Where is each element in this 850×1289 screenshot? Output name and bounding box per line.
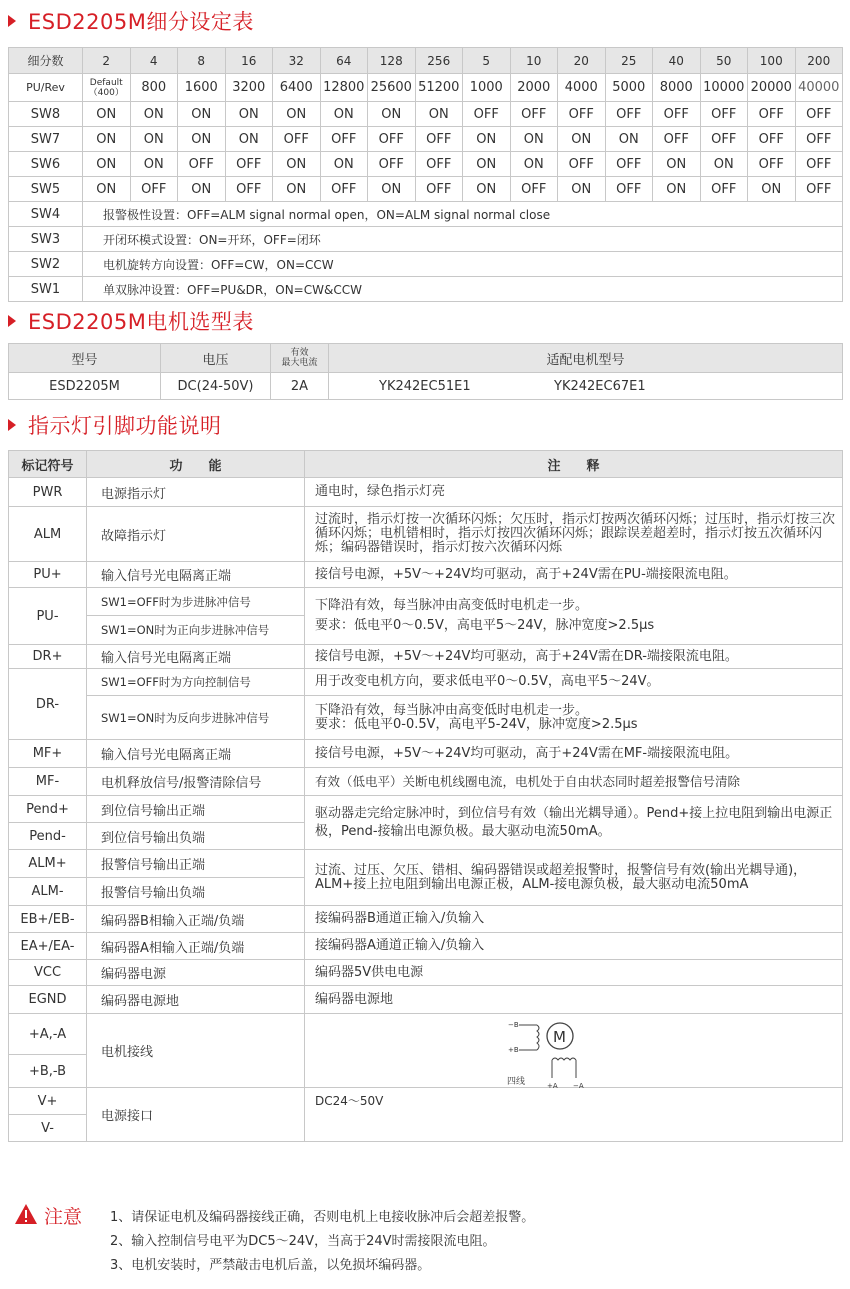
motor-selection-table <box>8 343 843 400</box>
switch-state: ON <box>130 102 178 127</box>
notice-item: 2、输入控制信号电平为DC5～24V，当高于24V时需接限流电阻。 <box>110 1234 496 1249</box>
switch-state: ON <box>368 177 416 202</box>
pin-note-line: 要求：低电平0～0.5V，高电平5～24V，脉冲宽度>2.5μs <box>315 618 655 633</box>
pulse-value: 2000 <box>510 74 558 102</box>
switch-state: OFF <box>700 102 748 127</box>
diagram-label-minus-b: −B <box>508 1021 519 1029</box>
pin-function: 电机接线 <box>87 1014 305 1088</box>
header-current-top: 有效 <box>290 348 309 358</box>
pin-note-line: 下降沿有效，每当脉冲由高变低时电机走一步。 <box>315 598 589 613</box>
switch-state: OFF <box>558 102 606 127</box>
pin-note: 通电时，绿色指示灯亮 <box>305 478 843 507</box>
pulse-value: 8000 <box>653 74 701 102</box>
pin-symbol: PWR <box>9 478 87 507</box>
switch-state: ON <box>415 102 463 127</box>
header-symbol: 标记符号 <box>9 451 87 478</box>
switch-state: OFF <box>178 152 226 177</box>
switch-state: OFF <box>700 177 748 202</box>
pin-note: 用于改变电机方向，要求低电平0～0.5V，高电平5～24V。 <box>305 669 843 696</box>
pin-note: 编码器电源地 <box>305 986 843 1014</box>
pin-note: 过流、过压、欠压、错相、编码器错误或超差报警时，报警信号有效(输出光耦导通)，ALM+接上拉电阻到输出电源正极，ALM-接电源负极，最大驱动电流50mA <box>305 850 843 906</box>
pin-symbol: Pend+ <box>9 796 87 823</box>
microstep-value: 100 <box>748 48 796 74</box>
switch-name: SW4 <box>9 202 83 227</box>
microstep-table <box>8 47 843 302</box>
pin-symbol: EGND <box>9 986 87 1014</box>
pin-symbol: PU- <box>9 588 87 645</box>
pin-function: 输入信号光电隔离正端 <box>87 562 305 588</box>
switch-state: ON <box>700 152 748 177</box>
pin-symbol: ALM <box>9 507 87 562</box>
pin-function: 输入信号光电隔离正端 <box>87 740 305 768</box>
switch-state: ON <box>463 127 511 152</box>
pin-note: 接信号电源，+5V～+24V均可驱动，高于+24V需在PU-端接限流电阻。 <box>305 562 843 588</box>
pin-function: SW1=ON时为正向步进脉冲信号 <box>87 616 305 645</box>
pin-function: SW1=OFF时为步进脉冲信号 <box>87 588 305 616</box>
notice-item: 3、电机安装时，严禁敲击电机后盖，以免损坏编码器。 <box>110 1258 431 1273</box>
microstep-value: 40 <box>653 48 701 74</box>
pin-function: 电源接口 <box>87 1088 305 1142</box>
pulse-row <box>9 74 843 102</box>
switch-state: ON <box>83 127 131 152</box>
pin-note: 接信号电源，+5V～+24V均可驱动，高于+24V需在DR-端接限流电阻。 <box>305 645 843 669</box>
switch-state: ON <box>368 102 416 127</box>
motor-model-2: YK242EC67E1 <box>554 378 646 394</box>
switch-state: OFF <box>415 177 463 202</box>
pin-function: 电机释放信号/报警清除信号 <box>87 768 305 796</box>
header-current-bottom: 最大电流 <box>281 358 318 368</box>
switch-state: ON <box>463 152 511 177</box>
pin-note: 接编码器A通道正输入/负输入 <box>305 933 843 960</box>
header-voltage: 电压 <box>161 344 271 373</box>
pin-function: 编码器电源地 <box>87 986 305 1014</box>
pulse-value: 6400 <box>273 74 321 102</box>
pin-section-title <box>8 410 222 440</box>
pulse-value: 40000 <box>795 74 843 102</box>
switch-option-row <box>9 227 843 252</box>
pin-note: 接编码器B通道正输入/负输入 <box>305 906 843 933</box>
switch-state: ON <box>273 102 321 127</box>
switch-option-text: 开闭环模式设置：ON=开环，OFF=闭环 <box>83 227 843 252</box>
pin-note: 编码器5V供电电源 <box>305 960 843 986</box>
pulse-value: 25600 <box>368 74 416 102</box>
motor-letter: M <box>553 1028 566 1046</box>
switch-name: SW7 <box>9 127 83 152</box>
switch-state: OFF <box>368 127 416 152</box>
diagram-label-minus-a: −A <box>573 1082 584 1090</box>
switch-state: OFF <box>795 127 843 152</box>
switch-state: OFF <box>415 152 463 177</box>
switch-name: SW1 <box>9 277 83 302</box>
switch-state: OFF <box>795 177 843 202</box>
switch-state: OFF <box>225 177 273 202</box>
pulse-value: 12800 <box>320 74 368 102</box>
switch-name: SW6 <box>9 152 83 177</box>
pin-function: 编码器B相输入正端/负端 <box>87 906 305 933</box>
triangle-bullet-icon <box>8 419 16 431</box>
pin-function: 编码器A相输入正端/负端 <box>87 933 305 960</box>
pin-note: 过流时，指示灯按一次循环闪烁；欠压时，指示灯按两次循环闪烁；过压时，指示灯按三次循环闪烁；电机错相时，指示灯按四次循环闪烁；跟踪误差超差时，指示灯按五次循环闪烁；编码器错误时，指示灯按六次循环闪烁 <box>305 507 843 562</box>
pin-symbol: MF- <box>9 768 87 796</box>
microstep-value: 8 <box>178 48 226 74</box>
pin-symbol: ALM+ <box>9 850 87 878</box>
microstep-value: 4 <box>130 48 178 74</box>
motor-section-title <box>8 306 254 336</box>
switch-state: ON <box>558 127 606 152</box>
microstep-value: 32 <box>273 48 321 74</box>
diagram-label-plus-a: +A <box>547 1082 558 1090</box>
switch-state: OFF <box>748 102 796 127</box>
switch-state: ON <box>748 177 796 202</box>
header-function: 功 能 <box>87 451 305 478</box>
pin-symbol: EB+/EB- <box>9 906 87 933</box>
pin-symbol: +B,-B <box>9 1055 87 1088</box>
switch-option-text: 电机旋转方向设置：OFF=CW，ON=CCW <box>83 252 843 277</box>
pin-note-line: 要求：低电平0-0.5V，高电平5-24V，脉冲宽度>2.5μs <box>315 716 638 732</box>
row-label: 细分数 <box>9 48 83 74</box>
pin-note: 有效（低电平）关断电机线圈电流，电机处于自由状态同时超差报警信号清除 <box>305 768 843 796</box>
switch-row <box>9 152 843 177</box>
switch-state: ON <box>130 152 178 177</box>
pin-symbol: V+ <box>9 1088 87 1115</box>
pin-function: SW1=OFF时为方向控制信号 <box>87 669 305 696</box>
switch-option-row <box>9 202 843 227</box>
motor-wiring-diagram-cell <box>305 1014 843 1088</box>
switch-state: ON <box>605 127 653 152</box>
pin-symbol: VCC <box>9 960 87 986</box>
pin-symbol: ALM- <box>9 878 87 906</box>
switch-state: ON <box>653 152 701 177</box>
switch-state: OFF <box>510 102 558 127</box>
pulse-default-bottom: （400） <box>88 87 124 98</box>
microstep-value: 256 <box>415 48 463 74</box>
pin-function-table <box>8 450 843 1142</box>
pulse-default <box>83 74 131 102</box>
switch-name: SW5 <box>9 177 83 202</box>
switch-state: OFF <box>320 127 368 152</box>
switch-option-row <box>9 252 843 277</box>
switch-state: ON <box>83 152 131 177</box>
switch-state: ON <box>653 177 701 202</box>
switch-state: OFF <box>273 127 321 152</box>
switch-state: OFF <box>653 102 701 127</box>
switch-row <box>9 127 843 152</box>
switch-state: OFF <box>748 152 796 177</box>
switch-row <box>9 102 843 127</box>
motors-cell <box>329 373 843 400</box>
pulse-value: 3200 <box>225 74 273 102</box>
switch-state: ON <box>510 127 558 152</box>
row-label: PU/Rev <box>9 74 83 102</box>
pin-function: 到位信号输出正端 <box>87 796 305 823</box>
switch-state: ON <box>225 102 273 127</box>
switch-state: OFF <box>225 152 273 177</box>
switch-state: ON <box>225 127 273 152</box>
switch-state: OFF <box>320 177 368 202</box>
pin-function: 电源指示灯 <box>87 478 305 507</box>
triangle-bullet-icon <box>8 315 16 327</box>
switch-state: OFF <box>605 102 653 127</box>
switch-option-text: 单双脉冲设置：OFF=PU&DR，ON=CW&CCW <box>83 277 843 302</box>
switch-state: ON <box>320 102 368 127</box>
pin-symbol: DR+ <box>9 645 87 669</box>
switch-state: OFF <box>510 177 558 202</box>
switch-state: ON <box>83 102 131 127</box>
microstep-value: 2 <box>83 48 131 74</box>
pin-note <box>305 588 843 645</box>
switch-state: OFF <box>795 152 843 177</box>
switch-state: ON <box>320 152 368 177</box>
pin-function: 编码器电源 <box>87 960 305 986</box>
switch-state: ON <box>178 102 226 127</box>
diagram-label-four-wire: 四线 <box>507 1077 526 1087</box>
pin-function: 故障指示灯 <box>87 507 305 562</box>
microstep-value: 25 <box>605 48 653 74</box>
pulse-value: 1000 <box>463 74 511 102</box>
switch-state: OFF <box>558 152 606 177</box>
switch-state: OFF <box>415 127 463 152</box>
microstep-value: 64 <box>320 48 368 74</box>
pulse-value: 5000 <box>605 74 653 102</box>
pin-function: 到位信号输出负端 <box>87 823 305 850</box>
pulse-value: 10000 <box>700 74 748 102</box>
switch-state: ON <box>178 127 226 152</box>
switch-state: ON <box>463 177 511 202</box>
pin-function: SW1=ON时为反向步进脉冲信号 <box>87 696 305 740</box>
switch-state: OFF <box>605 152 653 177</box>
switch-state: OFF <box>748 127 796 152</box>
pin-symbol: +A,-A <box>9 1014 87 1055</box>
warning-icon <box>14 1203 38 1225</box>
triangle-bullet-icon <box>8 15 16 27</box>
switch-state: ON <box>83 177 131 202</box>
section-title-text: ESD2205M细分设定表 <box>28 10 254 34</box>
coil-a-icon <box>552 1058 576 1078</box>
pin-function: 输入信号光电隔离正端 <box>87 645 305 669</box>
header-motors: 适配电机型号 <box>329 344 843 373</box>
switch-state: OFF <box>463 102 511 127</box>
header-model: 型号 <box>9 344 161 373</box>
pulse-value: 4000 <box>558 74 606 102</box>
switch-state: OFF <box>368 152 416 177</box>
switch-state: ON <box>178 177 226 202</box>
switch-state: ON <box>273 177 321 202</box>
switch-state: ON <box>558 177 606 202</box>
microstep-value: 200 <box>795 48 843 74</box>
motor-wiring-diagram <box>505 1018 625 1092</box>
switch-state: OFF <box>653 127 701 152</box>
switch-option-text: 报警极性设置：OFF=ALM signal normal open，ON=ALM signal normal close <box>83 202 843 227</box>
microstep-value: 50 <box>700 48 748 74</box>
pin-symbol: PU+ <box>9 562 87 588</box>
pin-function: 报警信号输出负端 <box>87 878 305 906</box>
current-cell: 2A <box>271 373 329 400</box>
switch-state: OFF <box>795 102 843 127</box>
pin-symbol: EA+/EA- <box>9 933 87 960</box>
microstep-value: 5 <box>463 48 511 74</box>
pin-symbol: MF+ <box>9 740 87 768</box>
microstep-value: 10 <box>510 48 558 74</box>
section-title-text: 指示灯引脚功能说明 <box>28 414 222 438</box>
coil-b-icon <box>519 1025 539 1050</box>
pin-function: 报警信号输出正端 <box>87 850 305 878</box>
microstep-value: 16 <box>225 48 273 74</box>
pin-note-line: 下降沿有效，每当脉冲由高变低时电机走一步。 <box>315 702 589 718</box>
switch-state: ON <box>510 152 558 177</box>
section-title-text: ESD2205M电机选型表 <box>28 310 254 334</box>
diagram-label-plus-b: +B <box>508 1046 519 1054</box>
switch-state: ON <box>130 127 178 152</box>
pin-symbol: Pend- <box>9 823 87 850</box>
model-cell: ESD2205M <box>9 373 161 400</box>
switch-state: ON <box>273 152 321 177</box>
pulse-value: 51200 <box>415 74 463 102</box>
switch-state: OFF <box>700 127 748 152</box>
pin-note: DC24～50V <box>305 1088 843 1142</box>
microstep-value: 128 <box>368 48 416 74</box>
switch-option-row <box>9 277 843 302</box>
microstep-header-row <box>9 48 843 74</box>
microstep-section-title <box>8 6 254 36</box>
microstep-value: 20 <box>558 48 606 74</box>
switch-name: SW2 <box>9 252 83 277</box>
notice-list <box>110 1206 534 1278</box>
pin-note: 接信号电源，+5V～+24V均可驱动，高于+24V需在MF-端接限流电阻。 <box>305 740 843 768</box>
pin-symbol: V- <box>9 1115 87 1142</box>
switch-state: OFF <box>130 177 178 202</box>
notice-item: 1、请保证电机及编码器接线正确，否则电机上电接收脉冲后会超差报警。 <box>110 1210 535 1225</box>
switch-name: SW3 <box>9 227 83 252</box>
switch-name: SW8 <box>9 102 83 127</box>
pulse-value: 1600 <box>178 74 226 102</box>
switch-row <box>9 177 843 202</box>
notice-label: 注意 <box>44 1206 83 1228</box>
pin-note <box>305 696 843 740</box>
switch-state: OFF <box>605 177 653 202</box>
motor-model-1: YK242EC51E1 <box>379 378 471 394</box>
voltage-cell: DC(24-50V) <box>161 373 271 400</box>
pulse-value: 800 <box>130 74 178 102</box>
pulse-default-top: Default <box>89 77 123 88</box>
pulse-value: 20000 <box>748 74 796 102</box>
pin-note: 驱动器走完给定脉冲时，到位信号有效（输出光耦导通）。Pend+接上拉电阻到输出电源正极，Pend-接输出电源负极。最大驱动电流50mA。 <box>305 796 843 850</box>
pin-symbol: DR- <box>9 669 87 740</box>
header-current <box>271 344 329 373</box>
header-note: 注 释 <box>305 451 843 478</box>
